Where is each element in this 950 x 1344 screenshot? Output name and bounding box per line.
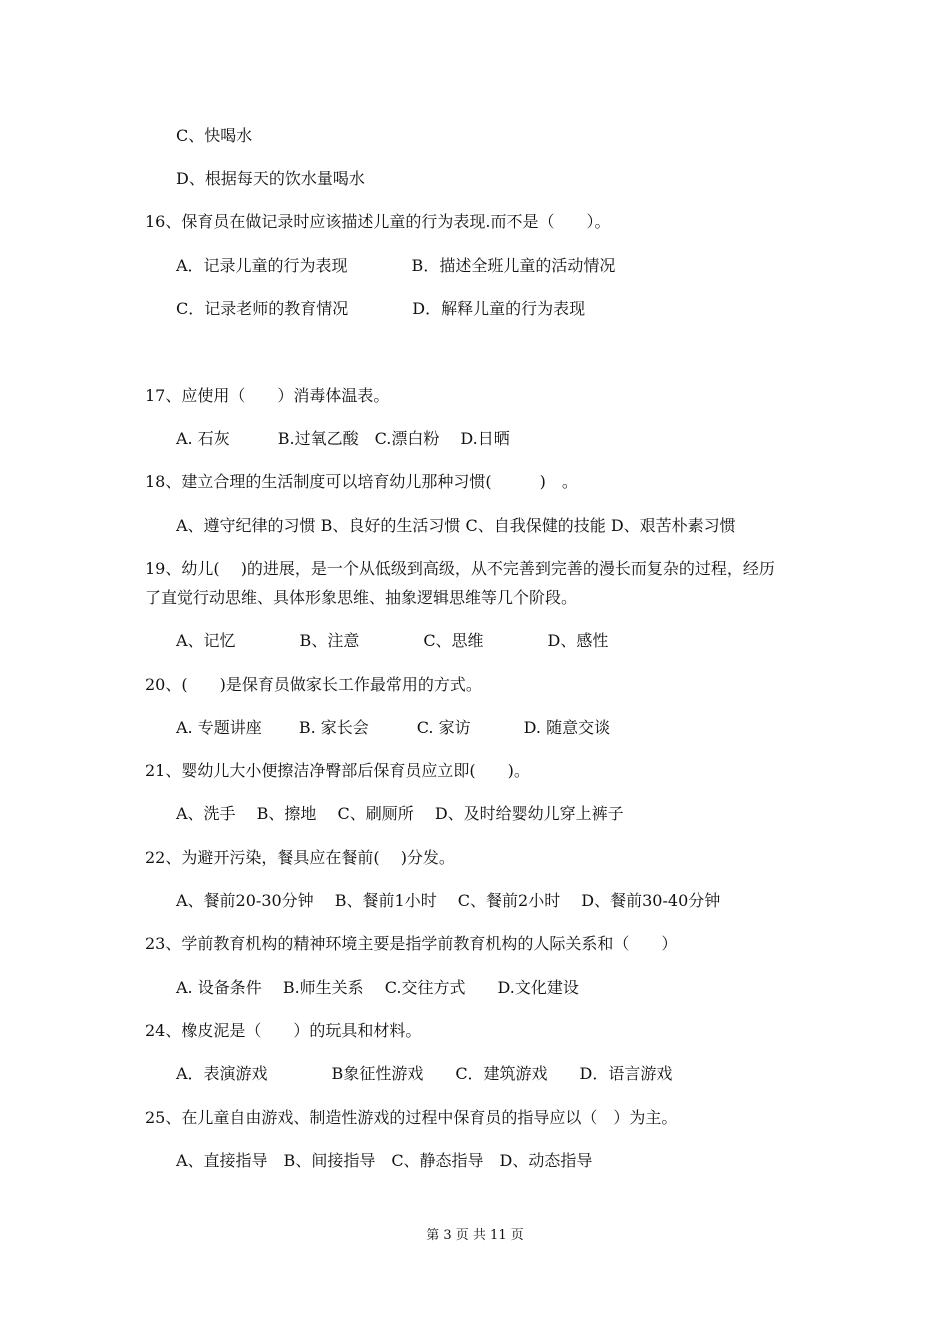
question-16-options-row-2: C．记录老师的教育情况 D．解释儿童的行为表现 bbox=[176, 299, 586, 318]
question-22: 22、为避开污染，餐具应在餐前( )分发。 bbox=[145, 848, 455, 867]
question-20-options: A. 专题讲座 B. 家长会 C. 家访 D. 随意交谈 bbox=[176, 718, 611, 737]
question-17: 17、应使用（ ）消毒体温表。 bbox=[145, 386, 390, 405]
question-17-options: A. 石灰 B.过氧乙酸 C.漂白粉 D.日晒 bbox=[176, 429, 510, 448]
question-19-options: A、记忆 B、注意 C、思维 D、感性 bbox=[176, 631, 609, 650]
question-23-options: A. 设备条件 B.师生关系 C.交往方式 D.文化建设 bbox=[176, 978, 579, 997]
option-d-daily-intake: D、根据每天的饮水量喝水 bbox=[176, 169, 365, 188]
question-25-options: A、直接指导 B、间接指导 C、静态指导 D、动态指导 bbox=[176, 1151, 593, 1170]
question-25: 25、在儿童自由游戏、制造性游戏的过程中保育员的指导应以（ ）为主。 bbox=[145, 1108, 678, 1127]
question-19-continued: 了直觉行动思维、具体形象思维、抽象逻辑思维等几个阶段。 bbox=[145, 588, 578, 607]
option-c-drink-fast: C、快喝水 bbox=[176, 126, 253, 145]
question-20: 20、( )是保育员做家长工作最常用的方式。 bbox=[145, 675, 482, 694]
question-18-options: A、遵守纪律的习惯 B、良好的生活习惯 C、自我保健的技能 D、艰苦朴素习惯 bbox=[176, 516, 736, 535]
question-24-options: A．表演游戏 B象征性游戏 C．建筑游戏 D．语言游戏 bbox=[176, 1064, 673, 1083]
question-22-options: A、餐前20-30分钟 B、餐前1小时 C、餐前2小时 D、餐前30-40分钟 bbox=[176, 891, 721, 910]
question-21: 21、婴幼儿大小便擦洁净臀部后保育员应立即( )。 bbox=[145, 761, 530, 780]
question-18: 18、建立合理的生活制度可以培育幼儿那种习惯( ) 。 bbox=[145, 472, 578, 491]
question-16-options-row-1: A．记录儿童的行为表现 B．描述全班儿童的活动情况 bbox=[176, 256, 616, 275]
question-23: 23、学前教育机构的精神环境主要是指学前教育机构的人际关系和（ ） bbox=[145, 934, 678, 953]
page-footer: 第 3 页 共 11 页 bbox=[426, 1228, 524, 1243]
question-21-options: A、洗手 B、擦地 C、刷厕所 D、及时给婴幼儿穿上裤子 bbox=[176, 804, 624, 823]
question-19: 19、幼儿( )的进展，是一个从低级到高级，从不完善到完善的漫长而复杂的过程，经历 bbox=[145, 559, 775, 578]
question-24: 24、橡皮泥是（ ）的玩具和材料。 bbox=[145, 1021, 422, 1040]
question-16: 16、保育员在做记录时应该描述儿童的行为表现.而不是（ ）。 bbox=[145, 212, 611, 231]
